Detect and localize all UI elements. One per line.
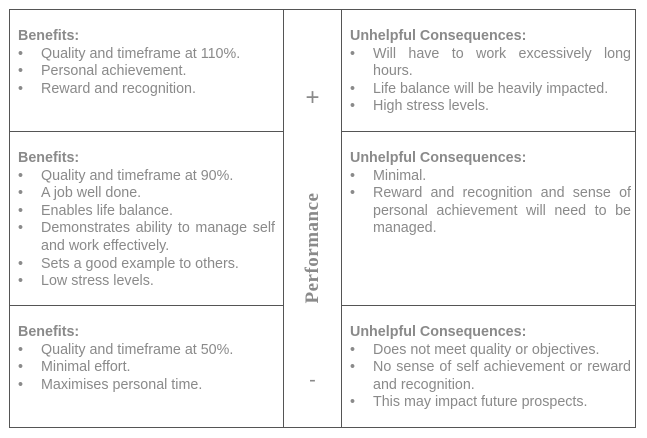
list-item: • Will have to work excessively long hours. bbox=[350, 46, 631, 81]
list-item: • This may impact future prospects. bbox=[350, 394, 631, 412]
list-item: • Quality and timeframe at 50%. bbox=[18, 342, 275, 360]
list-item: • Minimal. bbox=[350, 168, 631, 186]
benefits-heading: Benefits: bbox=[18, 150, 80, 166]
performance-axis bbox=[284, 10, 341, 427]
benefits-cell-target bbox=[10, 132, 284, 306]
plus-symbol: + bbox=[305, 84, 320, 111]
consequences-cell-target bbox=[341, 132, 635, 306]
benefits-cell-high bbox=[10, 10, 284, 132]
benefits-heading: Benefits: bbox=[18, 28, 80, 44]
consequences-cell-high bbox=[341, 10, 635, 132]
consequences-cell-low bbox=[341, 306, 635, 427]
list-item: • Reward and recognition and sense of personal achievement will need to be managed. bbox=[350, 185, 631, 238]
consequences-list bbox=[350, 342, 631, 412]
benefits-list bbox=[18, 46, 275, 99]
list-item: • Does not meet quality or objectives. bbox=[350, 342, 631, 360]
list-item: • Maximises personal time. bbox=[18, 377, 275, 395]
list-item: • Personal achievement. bbox=[18, 63, 275, 81]
list-item: • Minimal effort. bbox=[18, 359, 275, 377]
list-item: • Reward and recognition. bbox=[18, 81, 275, 99]
list-item: • Sets a good example to others. bbox=[18, 256, 275, 274]
consequences-heading: Unhelpful Consequences: bbox=[350, 324, 527, 340]
benefits-list bbox=[18, 168, 275, 291]
list-item: • A job well done. bbox=[18, 185, 275, 203]
list-item: • High stress levels. bbox=[350, 98, 631, 116]
list-item: • Quality and timeframe at 110%. bbox=[18, 46, 275, 64]
performance-table bbox=[9, 9, 636, 428]
performance-label: Performance bbox=[301, 192, 323, 304]
list-item: • Low stress levels. bbox=[18, 273, 275, 291]
consequences-heading: Unhelpful Consequences: bbox=[350, 28, 527, 44]
consequences-heading: Unhelpful Consequences: bbox=[350, 150, 527, 166]
benefits-cell-low bbox=[10, 306, 284, 427]
list-item: • Enables life balance. bbox=[18, 203, 275, 221]
list-item: • No sense of self achievement or reward and recognition. bbox=[350, 359, 631, 394]
list-item: • Quality and timeframe at 90%. bbox=[18, 168, 275, 186]
benefits-heading: Benefits: bbox=[18, 324, 80, 340]
list-item: • Demonstrates ability to manage self and work effectively. bbox=[18, 220, 275, 255]
benefits-list bbox=[18, 342, 275, 395]
list-item: • Life balance will be heavily impacted. bbox=[350, 81, 631, 99]
minus-symbol: - bbox=[309, 369, 316, 391]
consequences-list bbox=[350, 46, 631, 116]
consequences-list bbox=[350, 168, 631, 238]
